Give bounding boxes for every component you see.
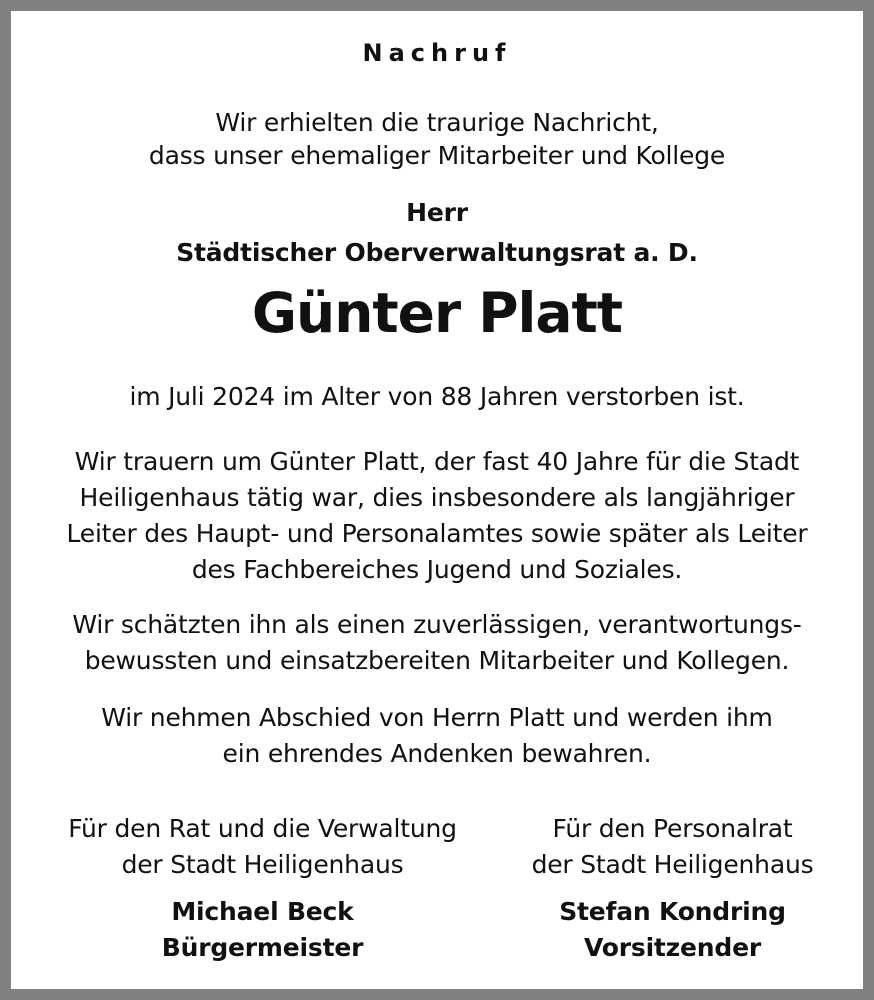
paragraph-2-line-1: Wir schätzten ihn als einen zuverlässigen, verantwortungs- [72, 610, 802, 639]
notice-heading: Nachruf [362, 39, 512, 67]
signatory-right-organization-line-1: Für den Personalrat [552, 814, 793, 843]
signatory-left-role: Bürgermeister [161, 933, 364, 962]
deceased-name: Günter Platt [251, 281, 623, 345]
signatory-right-name: Stefan Kondring [559, 897, 786, 926]
signatory-right-role: Vorsitzender [584, 933, 761, 962]
paragraph-1-line-3: Leiter des Haupt- und Personalamtes sowie später als Leiter [66, 519, 808, 548]
paragraph-1-line-2: Heiligenhaus tätig war, dies insbesondere als langjähriger [79, 483, 795, 512]
paragraph-2-line-2: bewussten und einsatzbereiten Mitarbeiter und Kollegen. [84, 646, 790, 675]
paragraph-3-line-1: Wir nehmen Abschied von Herrn Platt und werden ihm [101, 703, 773, 732]
signatory-left-name: Michael Beck [171, 897, 354, 926]
paragraph-3-line-2: ein ehrendes Andenken bewahren. [222, 739, 652, 768]
salutation: Herr [406, 198, 468, 227]
paragraph-1-line-1: Wir trauern um Günter Platt, der fast 40 Jahre für die Stadt [74, 447, 800, 476]
paragraph-1-line-4: des Fachbereiches Jugend und Soziales. [191, 555, 683, 584]
death-line: im Juli 2024 im Alter von 88 Jahren verstorben ist. [129, 382, 745, 411]
deceased-title: Städtischer Oberverwaltungsrat a. D. [176, 238, 698, 267]
intro-line-2: dass unser ehemaliger Mitarbeiter und Kollege [148, 141, 726, 170]
signatory-left-organization-line-1: Für den Rat und die Verwaltung [68, 814, 457, 843]
intro-line-1: Wir erhielten die traurige Nachricht, [215, 108, 659, 137]
signatory-left-organization-line-2: der Stadt Heiligenhaus [121, 850, 404, 879]
signatory-right-organization-line-2: der Stadt Heiligenhaus [531, 850, 814, 879]
